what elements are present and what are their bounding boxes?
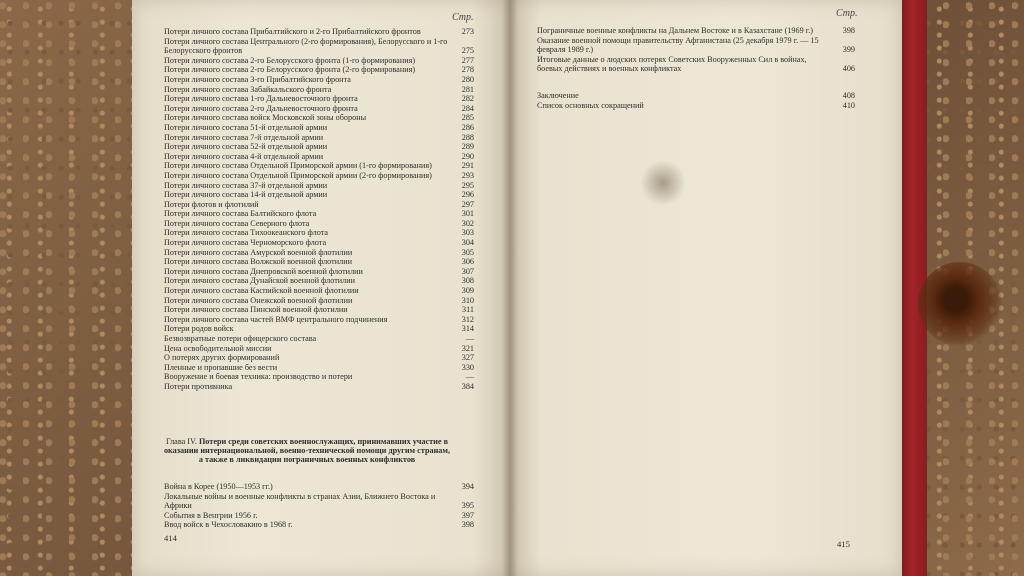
toc-entry [164, 123, 474, 133]
toc-entry-title: Потери личного состава Прибалтийского и 2-го Прибалтийского фронтов [164, 27, 421, 36]
right-page [510, 0, 902, 576]
toc-entry-title: Потери личного состава 52-й отдельной армии [164, 142, 328, 152]
toc-entry-page: 307 [461, 266, 474, 276]
left-toc [164, 27, 474, 392]
page-header-left: Стр. [452, 12, 474, 23]
toc-entry-page: 295 [461, 180, 474, 190]
toc-entry-page: 397 [461, 510, 474, 520]
right-toc [537, 26, 855, 74]
toc-entry-title: Война в Корее (1950—1953 гг.) [164, 482, 273, 491]
toc-entry-page: 399 [842, 45, 855, 55]
toc-entry-page: 330 [461, 362, 474, 372]
toc-entry [164, 315, 474, 325]
toc-entry-page: 327 [461, 353, 474, 363]
toc-entry-title: Потери личного состава Тихоокеанского флота [164, 228, 329, 238]
toc-entry [164, 248, 474, 258]
toc-entry [537, 36, 855, 55]
toc-entry-title: Пограничные военные конфликты на Дальнем Востоке и в Казахстане (1969 г.) [537, 26, 813, 35]
toc-entry-title: Потери личного состава 1-го Дальневосточного фронта [164, 94, 358, 104]
toc-entry-title: Потери личного состава Пинской военной флотилии [164, 305, 348, 315]
toc-entry [537, 55, 855, 74]
toc-entry-title: Потери личного состава Северного флота [164, 218, 310, 228]
toc-entry [537, 26, 855, 36]
toc-entry-title: Ввод войск в Чехословакию в 1968 г. [164, 520, 293, 530]
toc-entry [164, 363, 474, 373]
toc-entry [164, 511, 474, 521]
toc-entry [164, 286, 474, 296]
toc-entry-page: 288 [461, 132, 474, 142]
toc-entry [164, 257, 474, 267]
toc-entry [164, 37, 474, 56]
toc-entry-page: — [465, 334, 474, 343]
toc-entry-title: Заключение [537, 91, 579, 100]
toc-entry [164, 27, 474, 37]
toc-entry-title: Список основных сокращений [537, 100, 644, 110]
toc-entry-page: 312 [461, 314, 474, 324]
toc-entry [164, 190, 474, 200]
toc-entry [164, 161, 474, 171]
toc-entry-title: Потери личного состава 2-го Белорусского фронта (2-го формирования) [164, 65, 416, 75]
toc-entry-title: Потери личного состава 4-й отдельной армии [164, 151, 324, 161]
toc-entry [164, 520, 474, 530]
toc-entry-title: Потери личного состава 3-го Прибалтийского фронта [164, 74, 351, 84]
toc-entry [164, 75, 474, 85]
toc-entry-title: Итоговые данные о людских потерях Советских Вооруженных Сил в войнах, боевых действиях и военных конфликтах [537, 54, 807, 74]
toc-entry [164, 353, 474, 363]
toc-entry-page: 297 [461, 199, 474, 209]
toc-entry-page: 398 [461, 520, 474, 530]
toc-entry [164, 492, 474, 511]
toc-entry-title: Потери личного состава Черноморского флота [164, 238, 327, 248]
toc-entry-title: Потери флотов и флотилий [164, 199, 259, 209]
toc-entry-title: Потери личного состава Центрального (2-го формирования), Белорусского и 1-го Белорусского фронтов [164, 36, 448, 56]
toc-entry-title: Потери личного состава Отдельной Приморской армии (2-го формирования) [164, 170, 432, 180]
toc-entry-title: Потери личного состава 2-го Дальневосточного фронта [164, 103, 358, 113]
chapter-number: Глава IV. [165, 437, 197, 446]
toc-entry-page: 275 [461, 46, 474, 56]
toc-entry-page: 314 [461, 324, 474, 334]
toc-entry-title: Потери личного состава Отдельной Приморской армии (1-го формирования) [164, 161, 432, 171]
toc-entry-page: 304 [461, 238, 474, 248]
toc-entry [164, 305, 474, 315]
toc-entry-page: 285 [461, 113, 474, 123]
toc-entry-title: Потери личного состава Забайкальского фронта [164, 84, 332, 94]
toc-entry-page: 273 [461, 27, 474, 36]
toc-entry-page: 289 [461, 142, 474, 152]
toc-entry [164, 181, 474, 191]
toc-entry [164, 219, 474, 229]
toc-entry-page: 309 [461, 286, 474, 296]
toc-entry-title: Потери противника [164, 381, 233, 391]
toc-entry-page: 290 [461, 151, 474, 161]
toc-entry-page: 302 [461, 218, 474, 228]
page-smudge [640, 160, 686, 206]
toc-entry-title: Потери личного состава Онежской военной флотилии [164, 295, 353, 305]
toc-entry-page: 296 [461, 190, 474, 200]
table-stain [918, 262, 1002, 346]
toc-entry-page: 278 [461, 65, 474, 75]
toc-entry [164, 133, 474, 143]
right-toc-2 [537, 91, 855, 110]
toc-entry-page: 394 [461, 482, 474, 491]
toc-entry [164, 267, 474, 277]
toc-entry-page: 305 [461, 247, 474, 257]
toc-entry [164, 152, 474, 162]
toc-entry-title: Локальные войны и военные конфликты в странах Азии, Ближнего Востока и Африки [164, 491, 436, 511]
toc-entry [164, 209, 474, 219]
toc-entry-page: 286 [461, 122, 474, 132]
toc-entry [164, 65, 474, 75]
toc-entry-title: Потери родов войск [164, 324, 234, 334]
toc-entry [164, 171, 474, 181]
toc-entry [164, 276, 474, 286]
toc-entry-title: Потери личного состава Балтийского флота [164, 209, 317, 219]
toc-entry-page: 310 [461, 295, 474, 305]
toc-entry-title: Безвозвратные потери офицерского состава [164, 334, 317, 343]
toc-entry-title: Цена освободительной миссии [164, 343, 272, 353]
toc-entry-page: 384 [461, 381, 474, 391]
toc-entry-title: Потери личного состава Дунайской военной флотилии [164, 276, 356, 286]
toc-entry [164, 200, 474, 210]
toc-entry-title: Потери личного состава Днепровской военной флотилии [164, 266, 363, 276]
toc-entry-page: 303 [461, 228, 474, 238]
book-gutter [502, 0, 518, 576]
toc-entry-page: 282 [461, 94, 474, 104]
page-header-right: Стр. [836, 8, 858, 19]
toc-entry-page: 306 [461, 257, 474, 267]
toc-entry [164, 324, 474, 334]
toc-entry [164, 382, 474, 392]
chapter-title: Потери среди советских военнослужащих, принимавших участие в оказании интернациональной, военно-технической помощи другим странам, а также в ликвидации пограничных военных конфликтов [163, 437, 451, 465]
page-number-right: 415 [837, 539, 850, 549]
chapter-heading [162, 437, 452, 465]
toc-entry-title: Потери личного состава 37-й отдельной армии [164, 180, 328, 190]
toc-entry-page: 277 [461, 55, 474, 65]
toc-entry-page: 308 [461, 276, 474, 286]
toc-entry [164, 142, 474, 152]
toc-entry-page: — [465, 372, 474, 382]
toc-entry [537, 91, 855, 101]
toc-entry [164, 372, 474, 382]
toc-entry-page: 408 [842, 91, 855, 100]
toc-entry [537, 101, 855, 111]
toc-entry-title: Потери личного состава 51-й отдельной армии [164, 122, 328, 132]
toc-entry-title: Потери личного состава Амурской военной флотилии [164, 247, 353, 257]
toc-entry-title: Потери личного состава Каспийской военной флотилии [164, 286, 359, 296]
toc-entry [164, 296, 474, 306]
toc-entry-page: 291 [461, 161, 474, 171]
toc-entry-page: 321 [461, 343, 474, 353]
page-number-left: 414 [164, 533, 177, 543]
toc-entry-page: 311 [462, 305, 474, 315]
toc-entry-title: Вооружение и боевая техника: производство и потери [164, 372, 353, 382]
chapter-toc [164, 482, 474, 530]
toc-entry-title: Пленные и пропавшие без вести [164, 362, 278, 372]
toc-entry-title: Потери личного состава Волжской военной флотилии [164, 257, 352, 267]
toc-entry-title: Потери личного состава 14-й отдельной армии [164, 190, 328, 200]
toc-entry [164, 344, 474, 354]
toc-entry-page: 406 [842, 64, 855, 74]
toc-entry-title: О потерях других формирований [164, 353, 280, 363]
toc-entry-page: 284 [461, 103, 474, 113]
toc-entry-page: 281 [461, 84, 474, 94]
toc-entry-page: 398 [842, 26, 855, 35]
toc-entry-page: 280 [461, 74, 474, 84]
toc-entry [164, 113, 474, 123]
toc-entry [164, 56, 474, 66]
toc-entry [164, 334, 474, 344]
toc-entry-title: Потери личного состава 7-й отдельной армии [164, 132, 324, 142]
toc-entry-page: 395 [461, 501, 474, 511]
toc-entry-page: 293 [461, 170, 474, 180]
toc-entry [164, 482, 474, 492]
toc-entry [164, 238, 474, 248]
toc-entry-title: События в Венгрии 1956 г. [164, 510, 258, 520]
toc-entry-page: 301 [461, 209, 474, 219]
toc-entry-title: Потери личного состава частей ВМФ центрального подчинения [164, 314, 388, 324]
toc-entry-title: Потери личного состава войск Московской зоны обороны [164, 113, 367, 123]
toc-entry [164, 228, 474, 238]
toc-entry-page: 410 [842, 100, 855, 110]
toc-entry-title: Потери личного состава 2-го Белорусского фронта (1-го формирования) [164, 55, 416, 65]
toc-entry [164, 104, 474, 114]
toc-entry [164, 85, 474, 95]
toc-entry [164, 94, 474, 104]
toc-entry-title: Оказание военной помощи правительству Афганистана (25 декабря 1979 г. — 15 февраля 1989 г.) [537, 35, 819, 55]
